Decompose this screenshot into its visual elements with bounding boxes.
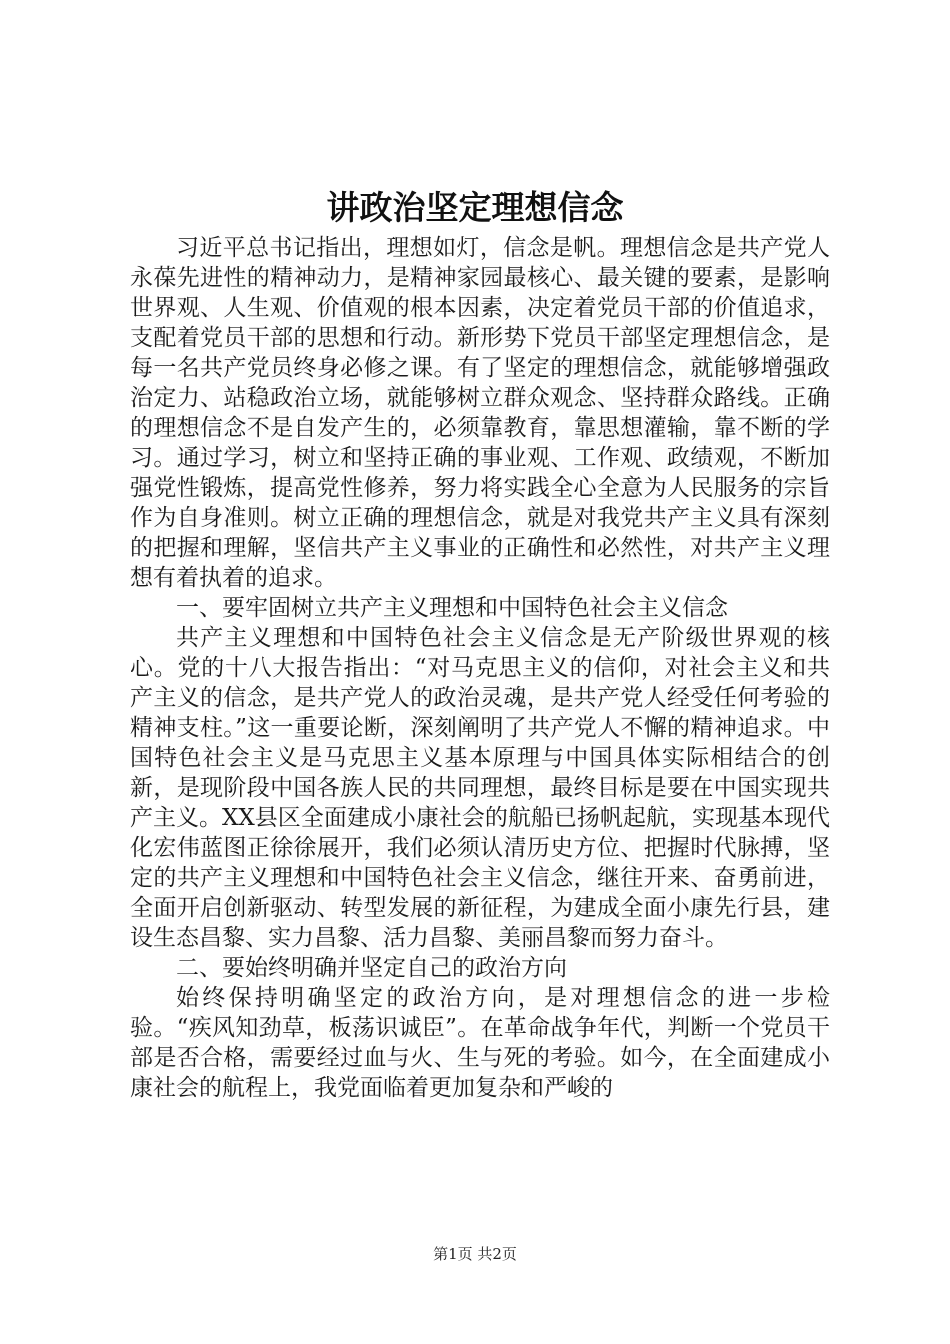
- document-title: 讲政治坚定理想信念: [326, 188, 624, 227]
- section-heading-1: 一、要牢固树立共产主义理想和中国特色社会主义信念: [176, 595, 728, 621]
- section-heading-2: 二、要始终明确并坚定自己的政治方向: [176, 955, 567, 981]
- document-body: [130, 233, 830, 1103]
- page-footer: 第1页 共2页: [433, 1245, 517, 1263]
- paragraph-section-1: 共产主义理想和中国特色社会主义信念是无产阶级世界观的核心。党的十八大报告指出：“对马克思主义的信仰，对社会主义和共产主义的信念，是共产党人的政治灵魂，是共产党人经受任何考验的精神支柱。”这一重要论断，深刻阐明了共产党人不懈的精神追求。中国特色社会主义是马克思主义基本原理与中国具体实际相结合的创新，是现阶段中国各族人民的共同理想，最终目标是要在中国实现共产主义。XX县区全面建成小康社会的航船已扬帆起航，实现基本现代化宏伟蓝图正徐徐展开，我们必须认清历史方位、把握时代脉搏，坚定的共产主义理想和中国特色社会主义信念，继往开来、奋勇前进，全面开启创新驱动、转型发展的新征程，为建成全面小康先行县，建设生态昌黎、实力昌黎、活力昌黎、美丽昌黎而努力奋斗。: [130, 625, 830, 951]
- paragraph-intro: 习近平总书记指出，理想如灯，信念是帆。理想信念是共产党人永葆先进性的精神动力，是精神家园最核心、最关键的要素，是影响世界观、人生观、价值观的根本因素，决定着党员干部的价值追求，支配着党员干部的思想和行动。新形势下党员干部坚定理想信念，是每一名共产党员终身必修之课。有了坚定的理想信念，就能够增强政治定力、站稳政治立场，就能够树立群众观念、坚持群众路线。正确的理想信念不是自发产生的，必须靠教育，靠思想灌输，靠不断的学习。通过学习，树立和坚持正确的事业观、工作观、政绩观，不断加强党性锻炼，提高党性修养，努力将实践全心全意为人民服务的宗旨作为自身准则。树立正确的理想信念，就是对我党共产主义具有深刻的把握和理解，坚信共产主义事业的正确性和必然性，对共产主义理想有着执着的追求。: [130, 235, 830, 591]
- paragraph-section-2: 始终保持明确坚定的政治方向，是对理想信念的进一步检验。“疾风知劲草，板荡识诚臣”。在革命战争年代，判断一个党员干部是否合格，需要经过血与火、生与死的考验。如今，在全面建成小康社会的航程上，我党面临着更加复杂和严峻的: [130, 985, 830, 1101]
